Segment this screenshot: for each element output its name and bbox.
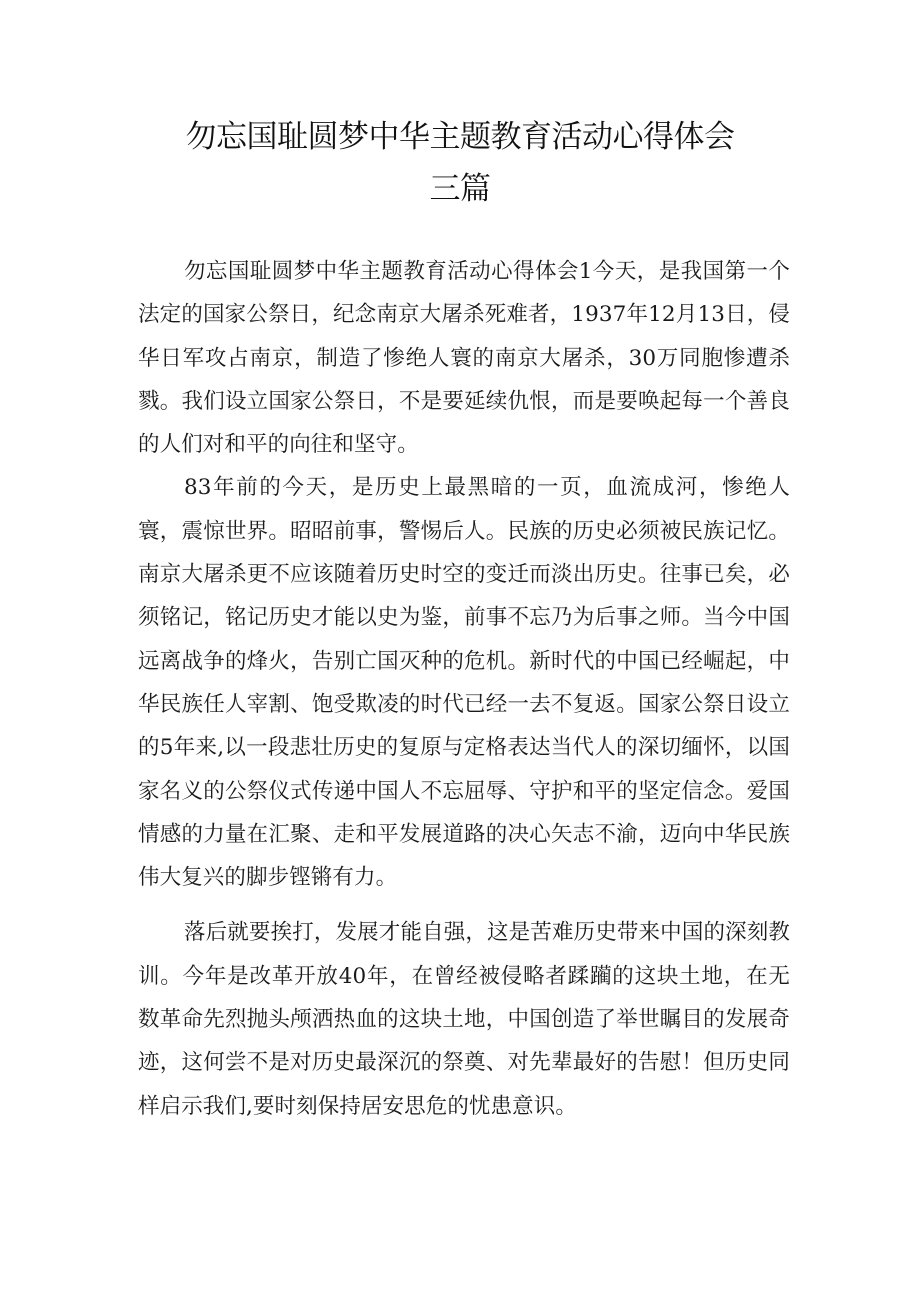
body-paragraph-3: 落后就要挨打，发展才能自强，这是苦难历史带来中国的深刻教训。今年是改革开放40年，在曾经被侵略者蹂躏的这块土地，在无数革命先烈抛头颅洒热血的这块土地，中国创造了举世瞩目的发展奇迹，这何尝不是对历史最深沉的祭奠、对先辈最好的告慰！但历史同样启示我们,要时刻保持居安思危的忧患意识。 <box>138 920 790 1119</box>
body-paragraph-1: 勿忘国耻圆梦中华主题教育活动心得体会1今天，是我国第一个法定的国家公祭日，纪念南京大屠杀死难者，1937年12月13日，侵华日军攻占南京，制造了惨绝人寰的南京大屠杀，30万同胞惨遭杀戮。我们设立国家公祭日，不是要延续仇恨，而是要唤起每一个善良的人们对和平的向往和坚守。 <box>138 259 790 458</box>
document-body <box>138 250 790 1128</box>
document-title-line-1: 勿忘国耻圆梦中华主题教育活动心得体会 <box>185 119 735 155</box>
body-paragraph-2: 83年前的今天，是历史上最黑暗的一页，血流成河，惨绝人寰，震惊世界。昭昭前事，警惕后人。民族的历史必须被民族记忆。南京大屠杀更不应该随着历史时空的变迁而淡出历史。往事已矣，必须铭记，铭记历史才能以史为鉴，前事不忘乃为后事之师。当今中国远离战争的烽火，告别亡国灭种的危机。新时代的中国已经崛起，中华民族任人宰割、饱受欺凌的时代已经一去不复返。国家公祭日设立的5年来,以一段悲壮历史的复原与定格表达当代人的深切缅怀，以国家名义的公祭仪式传递中国人不忘屈辱、守护和平的坚定信念。爱国情感的力量在汇聚、走和平发展道路的决心矢志不渝，迈向中华民族伟大复兴的脚步铿锵有力。 <box>138 475 790 891</box>
document-title-line-2: 三篇 <box>429 171 491 207</box>
